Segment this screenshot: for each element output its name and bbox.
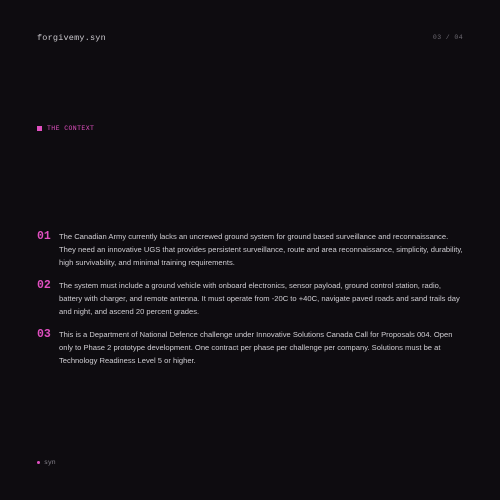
section-tag-label: THE CONTEXT (47, 125, 95, 132)
square-marker-icon (37, 126, 42, 131)
item-text: This is a Department of National Defence challenge under Innovative Solutions Canada Call for Proposals 004. Open only to Phase 2 prototype development. One contract per phase per challenge per company. Solutions must be at Technology Readiness Level 5 or higher. (59, 330, 453, 365)
section-tag (37, 125, 94, 132)
item-number: 03 (37, 328, 51, 341)
footer (37, 459, 56, 466)
item-number: 01 (37, 230, 51, 243)
list-item (37, 328, 463, 367)
footer-label: syn (44, 459, 56, 466)
page-indicator: 03 / 04 (432, 34, 463, 41)
list-item (37, 279, 463, 318)
item-text: The Canadian Army currently lacks an uncrewed ground system for ground based surveillance and reconnaissance. They need an innovative UGS that provides persistent surveillance, route and area reconnaissance, simplicity, durability, high survivability, and minimal training requirements. (59, 232, 463, 267)
dot-icon (37, 461, 40, 464)
item-text: The system must include a ground vehicle with onboard electronics, sensor payload, ground control station, radio, battery with charger, and remote antenna. It must operate from -20C to +40C, navigate paved roads and sand trails day and night, and ascend 20 percent grades. (59, 281, 460, 316)
context-list (37, 230, 463, 377)
item-number: 02 (37, 279, 51, 292)
list-item (37, 230, 463, 269)
brand-name: forgivemy.syn (37, 33, 106, 43)
